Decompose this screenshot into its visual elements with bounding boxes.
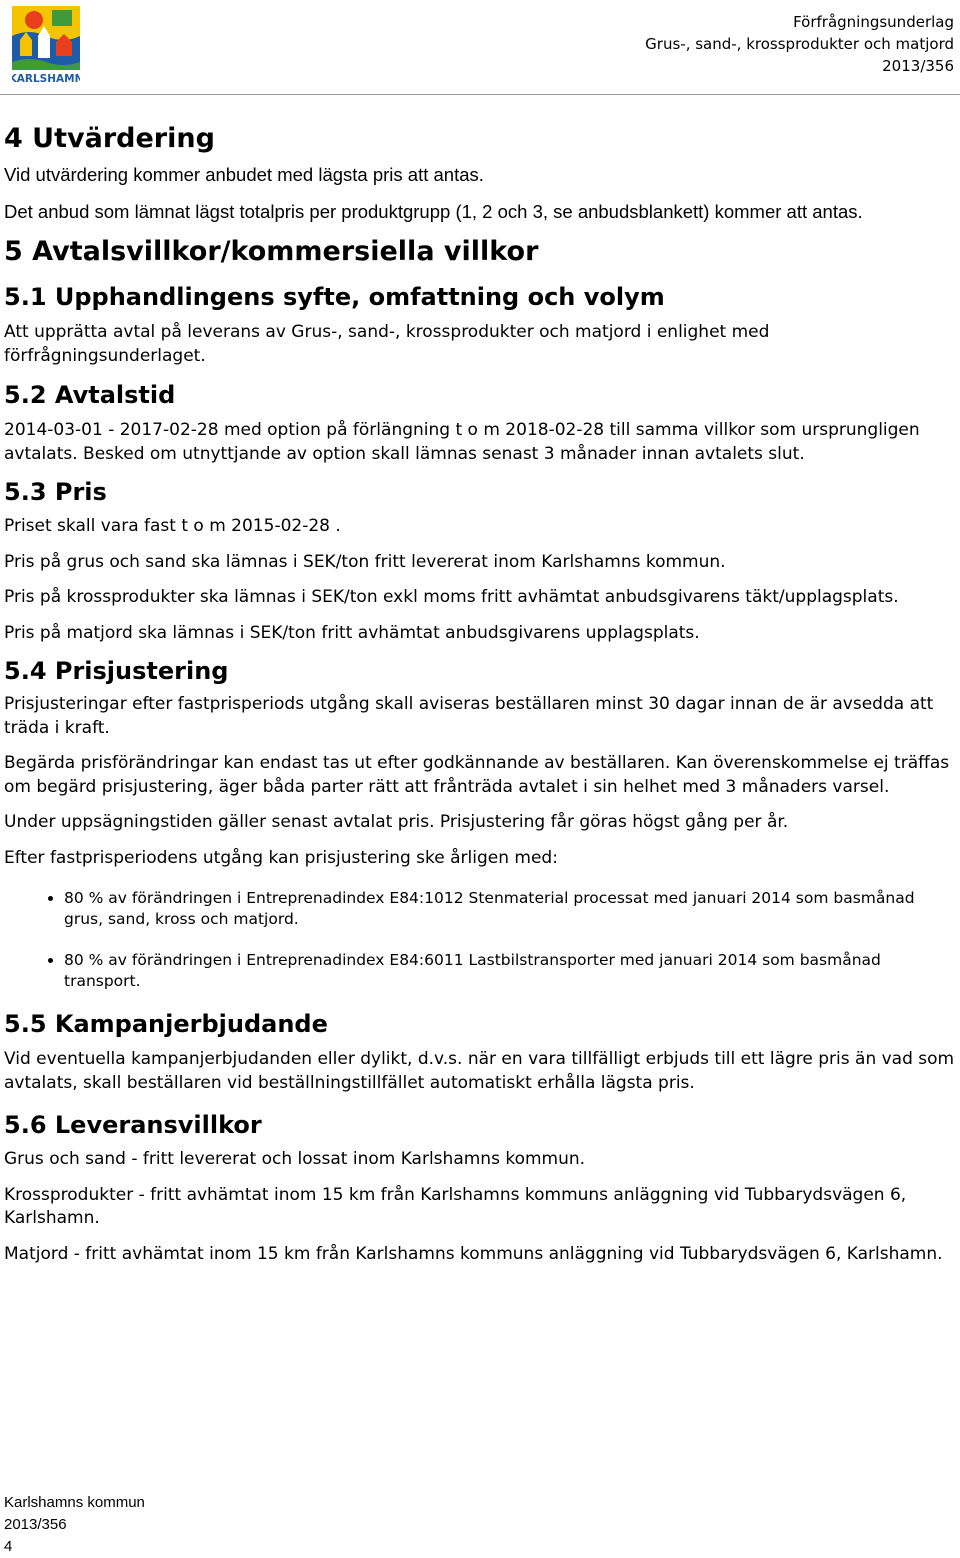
section-4-paragraph-2: Det anbud som lämnat lägst totalpris per produktgrupp (1, 2 och 3, se anbudsblankett) kommer att antas.	[4, 200, 863, 222]
logo-wordmark: KARLSHAMN	[12, 73, 80, 85]
section-5-2-paragraph-1: 2014-03-01 - 2017-02-28 med option på förlängning t o m 2018-02-28 till samma villkor som ursprungligen avtalats. Besked om utnyttjande av option skall lämnas senast 3 månader innan avtalets slut.	[4, 420, 920, 464]
section-5-1-title: 5.1 Upphandlingens syfte, omfattning och volym	[4, 283, 665, 311]
section-5-5-paragraph-1: Vid eventuella kampanjerbjudanden eller dylikt, d.v.s. när en vara tillfälligt erbjuds till ett lägre pris än vad som avtalats, skall beställaren vid beställningstillfället automatiskt erhålla lägsta pris.	[4, 1049, 955, 1093]
section-5-6-paragraph-3: Matjord - fritt avhämtat inom 15 km från Karlshamns kommuns anläggning vid Tubbarydsvägen 6, Karlshamn.	[4, 1243, 943, 1264]
document-header	[645, 11, 954, 77]
section-5-2-title: 5.2 Avtalstid	[4, 381, 176, 409]
header-doc-type: Förfrågningsunderlag	[793, 13, 954, 31]
section-5-3-paragraph-4: Pris på matjord ska lämnas i SEK/ton fritt avhämtat anbudsgivarens upplagsplats.	[4, 622, 700, 643]
section-5-3-paragraph-3: Pris på krossprodukter ska lämnas i SEK/ton exkl moms fritt avhämtat anbudsgivarens täkt/upplagsplats.	[4, 587, 899, 607]
section-5-6-paragraph-2: Krossprodukter - fritt avhämtat inom 15 km från Karlshamns kommuns anläggning vid Tubbarydsvägen 6, Karlshamn.	[4, 1184, 907, 1228]
header-reference: 2013/356	[882, 57, 954, 75]
list-item: • 80 % av förändringen i Entreprenadindex E84:1012 Stenmaterial processat med januari 2014 som basmånad grus, sand, kross och matjord.	[64, 888, 956, 930]
karlshamn-logo	[12, 6, 80, 86]
document-body	[4, 118, 956, 1266]
footer-organization: Karlshamns kommun	[4, 1494, 145, 1511]
page-number: 4	[4, 1538, 13, 1555]
section-5-3-paragraph-1: Priset skall vara fast t o m 2015-02-28 .	[4, 516, 341, 536]
section-5-5-title: 5.5 Kampanjerbjudande	[4, 1010, 328, 1038]
page-footer	[4, 1492, 145, 1558]
footer-reference: 2013/356	[4, 1516, 67, 1533]
section-5-4-title: 5.4 Prisjustering	[4, 657, 229, 685]
header-subject: Grus-, sand-, krossprodukter och matjord	[645, 35, 954, 53]
section-5-1-paragraph-1: Att upprätta avtal på leverans av Grus-, sand-, krossprodukter och matjord i enlighet med förfrågningsunderlaget.	[4, 322, 770, 366]
section-5-4-paragraph-4: Efter fastprisperiodens utgång kan prisjustering ske årligen med:	[4, 847, 558, 868]
section-5-3-title: 5.3 Pris	[4, 478, 107, 506]
price-adjustment-list	[4, 888, 956, 992]
section-5-6-paragraph-1: Grus och sand - fritt levererat och lossat inom Karlshamns kommun.	[4, 1149, 586, 1169]
section-5-3-paragraph-2: Pris på grus och sand ska lämnas i SEK/ton fritt levererat inom Karlshamns kommun.	[4, 551, 726, 572]
section-4-paragraph-1: Vid utvärdering kommer anbudet med lägsta pris att antas.	[4, 164, 484, 185]
section-5-title: 5 Avtalsvillkor/kommersiella villkor	[4, 236, 539, 267]
section-5-4-paragraph-2: Begärda prisförändringar kan endast tas ut efter godkännande av beställaren. Kan överenskommelse ej träffas om begärd prisjustering, äger båda parter rätt att frånträda avtalet i sin helhet med 3 månaders varsel.	[4, 753, 950, 797]
list-item: • 80 % av förändringen i Entreprenadindex E84:6011 Lastbilstransporter med januari 2014 som basmånad transport.	[64, 950, 956, 992]
section-5-4-paragraph-3: Under uppsägningstiden gäller senast avtalat pris. Prisjustering får göras högst gång per år.	[4, 812, 789, 832]
section-5-4-paragraph-1: Prisjusteringar efter fastprisperiods utgång skall aviseras beställaren minst 30 dagar innan de är avsedda att träda i kraft.	[4, 694, 934, 738]
header-divider	[0, 94, 960, 95]
section-4-title: 4 Utvärdering	[4, 123, 215, 154]
section-5-6-title: 5.6 Leveransvillkor	[4, 1111, 262, 1139]
